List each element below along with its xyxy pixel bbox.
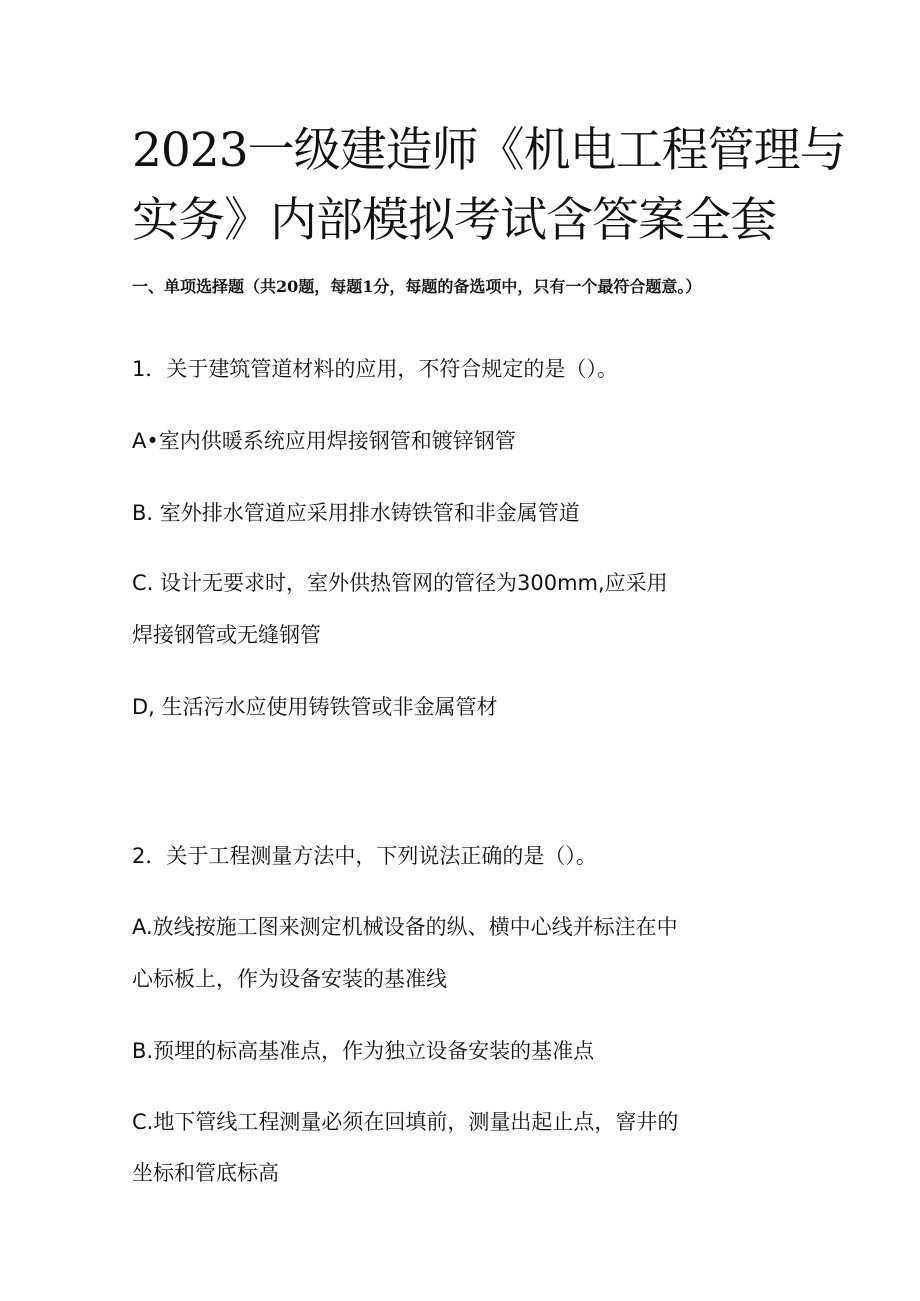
title-line-1: 2023一级建造师《机电工程管理与 (132, 123, 846, 178)
question-1-option-c-continued: 焊接钢管或无缝钢管 (132, 623, 321, 647)
question-2-option-a: A.放线按施工图来测定机械设备的纵、横中心线并标注在中 (132, 915, 678, 939)
question-1-option-b: B. 室外排水管道应采用排水铸铁管和非金属管道 (132, 501, 580, 525)
question-1-option-c: C. 设计无要求时，室外供热管网的管径为300mm,应采用 (132, 571, 668, 595)
question-2-stem: 2．关于工程测量方法中，下列说法正确的是（）。 (132, 844, 597, 868)
section-heading: 一、单项选择题（共20题，每题1分，每题的备选项中，只有一个最符合题意。） (132, 277, 702, 296)
title-line-2: 实务》内部模拟考试含答案全套 (132, 193, 776, 248)
question-2-option-a-continued: 心标板上，作为设备安装的基准线 (132, 967, 447, 991)
question-1-option-d: D, 生活污水应使用铸铁管或非金属管材 (132, 695, 498, 719)
document-title (132, 116, 846, 256)
question-1-option-a: A•室内供暖系统应用焊接钢管和镀锌钢管 (132, 429, 516, 453)
question-1-stem: 1．关于建筑管道材料的应用，不符合规定的是（）。 (132, 357, 618, 381)
question-2-option-c-continued: 坐标和管底标高 (132, 1161, 279, 1185)
question-2-option-c: C.地下管线工程测量必须在回填前，测量出起止点，窨井的 (132, 1110, 679, 1134)
question-2-option-b: B.预埋的标高基准点，作为独立设备安装的基准点 (132, 1039, 595, 1063)
